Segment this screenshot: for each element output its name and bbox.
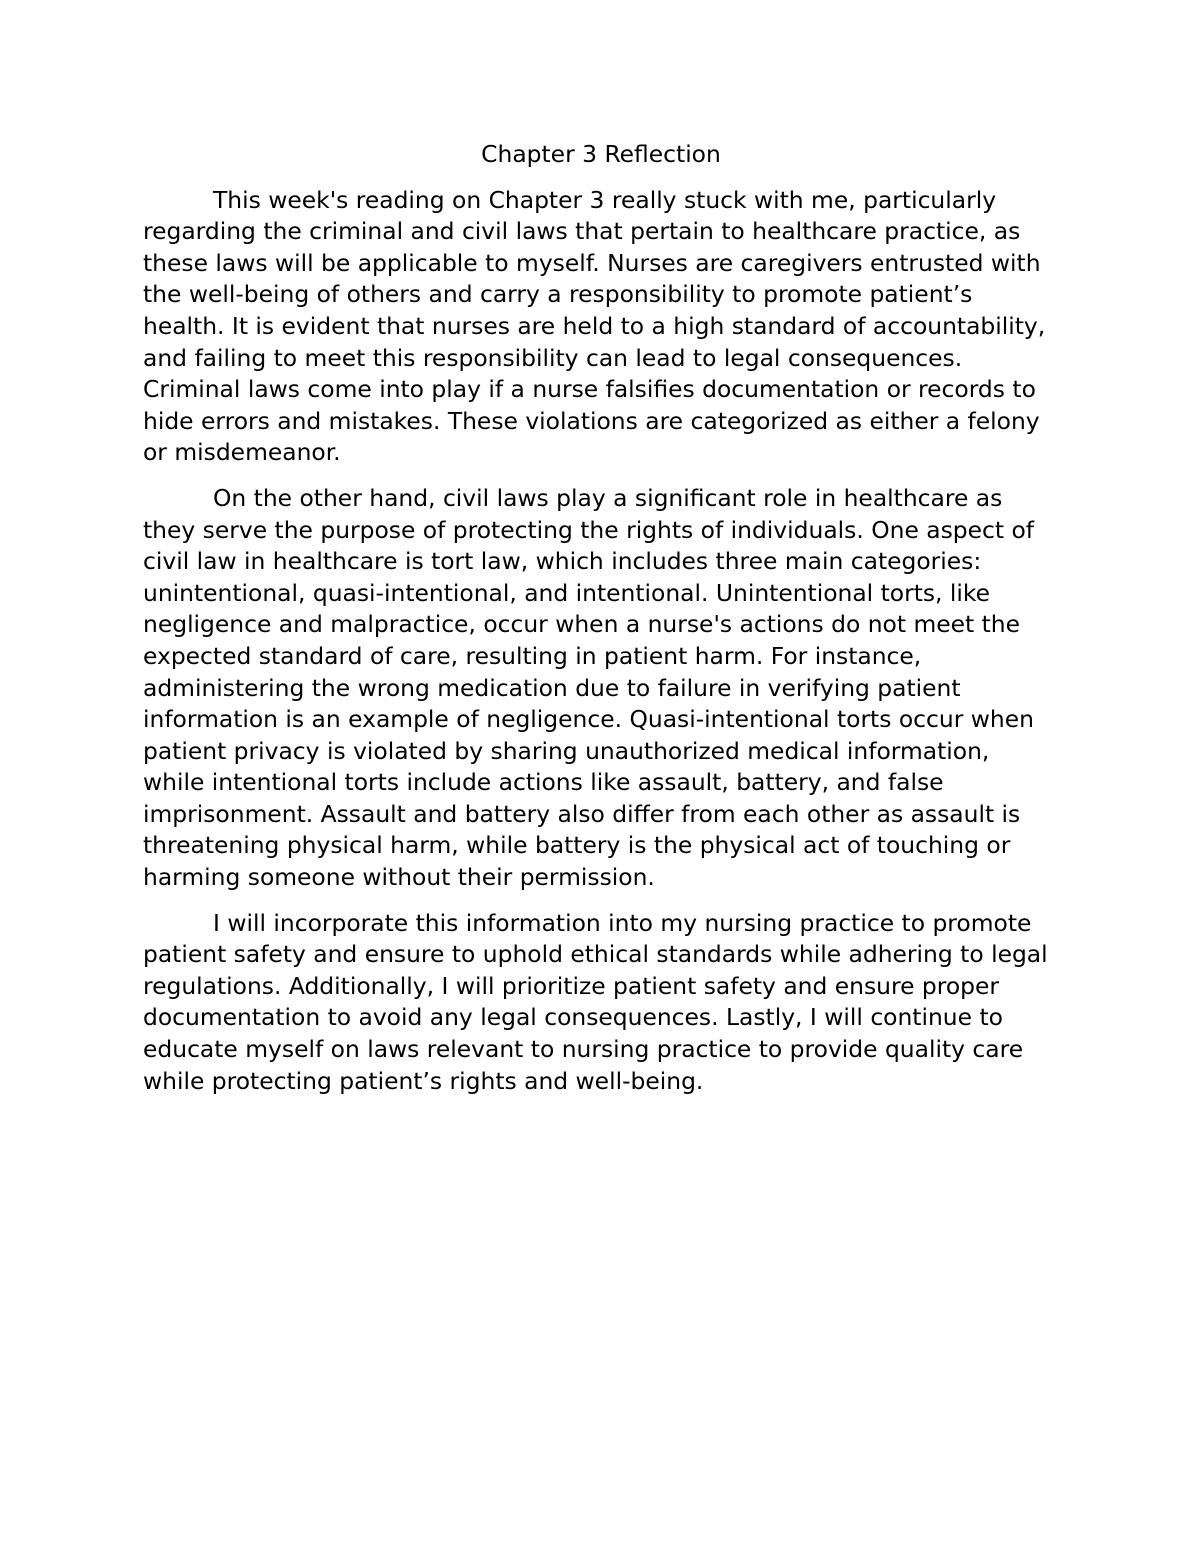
paragraph-line: educate myself on laws relevant to nursing practice to provide quality care [143,1035,1024,1064]
paragraph-line: administering the wrong medication due to failure in verifying patient [143,673,961,702]
paragraph-line: while intentional torts include actions like assault, battery, and false [143,768,944,797]
paragraph-line: they serve the purpose of protecting the rights of individuals. One aspect of [143,515,1035,544]
paragraph-line: hide errors and mistakes. These violations are categorized as either a felony [143,406,1040,435]
paragraph-line: documentation to avoid any legal consequences. Lastly, I will continue to [143,1003,1003,1032]
paragraph-2 [143,483,1059,894]
paragraph-line: harming someone without their permission. [143,863,655,892]
paragraph-line: negligence and malpractice, occur when a nurse's actions do not meet the [143,610,1021,639]
paragraph-line: This week's reading on Chapter 3 really stuck with me, particularly [213,185,997,214]
paragraph-line: the well-being of others and carry a responsibility to promote patient’s [143,280,973,309]
paragraph-1 [143,185,1059,469]
paragraph-line: regulations. Additionally, I will prioritize patient safety and ensure proper [143,971,1000,1000]
paragraph-line: these laws will be applicable to myself. Nurses are caregivers entrusted with [143,248,1041,277]
paragraph-line: or misdemeanor. [143,438,341,467]
paragraph-line: patient privacy is violated by sharing unauthorized medical information, [143,736,990,765]
paragraph-line: imprisonment. Assault and battery also differ from each other as assault is [143,799,1021,828]
paragraph-line: information is an example of negligence. Quasi-intentional torts occur when [143,705,1034,734]
paragraph-line: I will incorporate this information into my nursing practice to promote [213,908,1032,937]
paragraph-line: regarding the criminal and civil laws that pertain to healthcare practice, as [143,217,1021,246]
paragraph-line: On the other hand, civil laws play a significant role in healthcare as [213,483,1003,512]
paragraph-line: unintentional, quasi-intentional, and intentional. Unintentional torts, like [143,578,991,607]
paragraph-line: patient safety and ensure to uphold ethical standards while adhering to legal [143,940,1048,969]
paragraph-line: while protecting patient’s rights and well-being. [143,1066,704,1095]
paragraph-3 [143,908,1059,1098]
paragraph-line: Criminal laws come into play if a nurse falsifies documentation or records to [143,375,1036,404]
document-title: Chapter 3 Reflection [481,140,721,168]
paragraph-line: civil law in healthcare is tort law, which includes three main categories: [143,547,982,576]
paragraph-line: and failing to meet this responsibility can lead to legal consequences. [143,343,963,372]
paragraph-line: health. It is evident that nurses are held to a high standard of accountability, [143,311,1046,340]
document-body [143,139,1059,1111]
paragraph-line: threatening physical harm, while battery is the physical act of touching or [143,831,1011,860]
paragraph-line: expected standard of care, resulting in patient harm. For instance, [143,641,922,670]
